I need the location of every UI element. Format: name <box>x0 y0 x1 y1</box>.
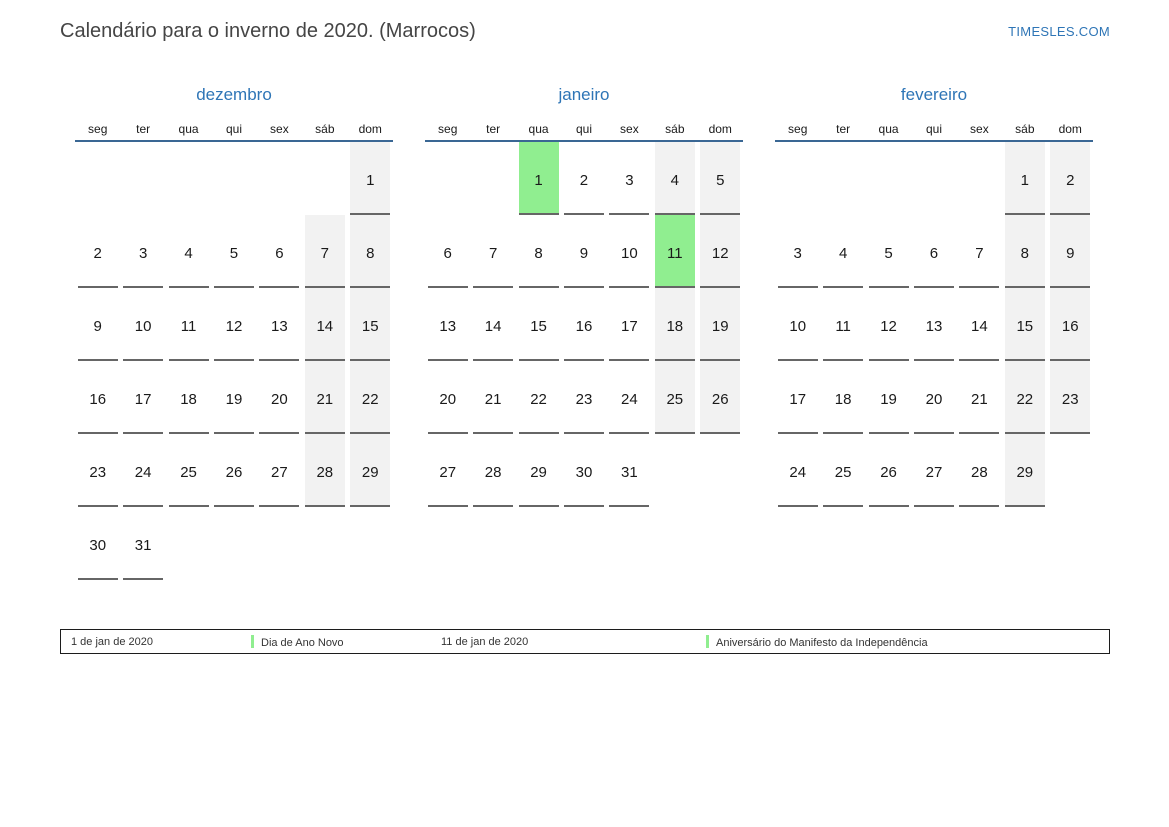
day-cell <box>911 434 956 507</box>
day-number: 7 <box>959 215 999 288</box>
day-number: 6 <box>428 215 468 288</box>
day-number <box>473 142 513 215</box>
day-number: 18 <box>655 288 695 361</box>
day-cell <box>470 288 515 361</box>
day-number: 9 <box>1050 215 1090 288</box>
week-row <box>75 215 393 288</box>
day-number: 16 <box>564 288 604 361</box>
day-cell <box>120 215 165 288</box>
day-number <box>655 434 695 507</box>
day-cell <box>516 288 561 361</box>
day-name-header: dom <box>1058 122 1082 136</box>
day-number: 14 <box>305 288 345 361</box>
day-number: 7 <box>473 215 513 288</box>
day-number <box>778 142 818 215</box>
day-cell <box>166 288 211 361</box>
day-name-header: seg <box>88 122 108 136</box>
day-number: 26 <box>700 361 740 434</box>
day-name-header: qua <box>878 122 899 136</box>
month-dezembro <box>75 83 393 580</box>
day-cell <box>348 288 393 361</box>
week-row <box>775 434 1093 507</box>
day-number: 4 <box>655 142 695 215</box>
day-cell <box>348 142 393 215</box>
week-row <box>425 361 743 434</box>
week-row <box>775 142 1093 215</box>
holiday-marker-icon <box>251 635 254 648</box>
week-row <box>75 507 393 580</box>
day-cell <box>75 434 120 507</box>
day-cell <box>561 215 606 288</box>
day-cell <box>775 215 820 288</box>
day-number: 16 <box>1050 288 1090 361</box>
empty-cell <box>75 142 120 215</box>
day-number: 13 <box>259 288 299 361</box>
day-number: 25 <box>823 434 863 507</box>
day-cell <box>516 361 561 434</box>
day-cell <box>957 215 1002 288</box>
day-cell <box>425 288 470 361</box>
day-cell <box>866 288 911 361</box>
day-name-header: sex <box>970 122 989 136</box>
day-name-header: qui <box>575 122 592 136</box>
day-number <box>169 507 209 580</box>
day-number <box>123 142 163 215</box>
day-number: 16 <box>78 361 118 434</box>
legend-item <box>251 635 344 649</box>
day-number <box>78 142 118 215</box>
day-name-header: seg <box>788 122 808 136</box>
day-number: 10 <box>778 288 818 361</box>
day-cell <box>470 434 515 507</box>
week-row <box>775 361 1093 434</box>
empty-cell <box>211 142 256 215</box>
day-cell <box>607 142 652 215</box>
day-number: 19 <box>214 361 254 434</box>
week-row <box>75 434 393 507</box>
week-row <box>425 434 743 507</box>
day-number: 29 <box>350 434 390 507</box>
month-janeiro <box>425 83 743 507</box>
day-cell <box>1002 434 1047 507</box>
day-cell <box>561 361 606 434</box>
day-number: 19 <box>700 288 740 361</box>
day-number: 2 <box>1050 142 1090 215</box>
day-cell <box>1048 215 1093 288</box>
day-cell <box>652 288 697 361</box>
legend-date: 11 de jan de 2020 <box>441 635 529 648</box>
legend-item <box>706 635 928 649</box>
day-number: 28 <box>473 434 513 507</box>
day-number: 5 <box>214 215 254 288</box>
day-cell <box>1002 361 1047 434</box>
day-number: 8 <box>1005 215 1045 288</box>
day-cell <box>698 288 743 361</box>
day-number: 28 <box>305 434 345 507</box>
day-number: 13 <box>428 288 468 361</box>
day-cell <box>911 361 956 434</box>
week-row <box>775 288 1093 361</box>
day-cell <box>166 361 211 434</box>
day-cell <box>1048 288 1093 361</box>
day-cell <box>348 215 393 288</box>
day-number: 24 <box>778 434 818 507</box>
empty-cell <box>211 507 256 580</box>
day-cell <box>698 361 743 434</box>
day-number <box>259 142 299 215</box>
day-name-header: qua <box>178 122 199 136</box>
day-name-header: dom <box>708 122 732 136</box>
day-cell <box>257 215 302 288</box>
day-cell <box>257 434 302 507</box>
day-cell <box>120 507 165 580</box>
empty-cell <box>166 507 211 580</box>
day-number: 31 <box>123 507 163 580</box>
day-number: 3 <box>123 215 163 288</box>
day-number: 1 <box>1005 142 1045 215</box>
day-cell <box>866 434 911 507</box>
day-number: 26 <box>869 434 909 507</box>
day-number: 1 <box>519 142 559 215</box>
day-name-header: sáb <box>315 122 335 136</box>
day-cell <box>698 142 743 215</box>
day-number: 22 <box>519 361 559 434</box>
day-name-header: qui <box>925 122 942 136</box>
day-cell <box>166 215 211 288</box>
day-cell <box>348 361 393 434</box>
day-number <box>214 507 254 580</box>
day-cell <box>957 434 1002 507</box>
day-names-row <box>425 107 743 142</box>
day-cell <box>607 215 652 288</box>
day-number: 25 <box>655 361 695 434</box>
month-title: dezembro <box>196 85 272 104</box>
day-name-header: dom <box>358 122 382 136</box>
day-cell <box>1002 215 1047 288</box>
day-cell <box>775 361 820 434</box>
day-cell <box>775 434 820 507</box>
day-cell <box>820 288 865 361</box>
empty-cell <box>820 142 865 215</box>
day-number: 17 <box>123 361 163 434</box>
day-number: 30 <box>78 507 118 580</box>
day-number: 3 <box>609 142 649 215</box>
day-number: 17 <box>609 288 649 361</box>
day-cell <box>120 288 165 361</box>
day-number: 1 <box>350 142 390 215</box>
day-number: 26 <box>214 434 254 507</box>
day-name-header: sex <box>620 122 639 136</box>
day-name-header: sex <box>270 122 289 136</box>
day-cell <box>302 215 347 288</box>
day-number <box>823 142 863 215</box>
day-number: 11 <box>823 288 863 361</box>
day-cell <box>470 361 515 434</box>
day-name-header: sáb <box>1015 122 1035 136</box>
day-number: 20 <box>914 361 954 434</box>
day-number: 24 <box>609 361 649 434</box>
empty-cell <box>302 507 347 580</box>
day-number: 9 <box>564 215 604 288</box>
day-cell <box>652 361 697 434</box>
empty-cell <box>425 142 470 215</box>
day-number: 22 <box>1005 361 1045 434</box>
day-number: 30 <box>564 434 604 507</box>
holiday-cell <box>516 142 561 215</box>
empty-cell <box>911 142 956 215</box>
day-cell <box>561 434 606 507</box>
day-number: 8 <box>350 215 390 288</box>
day-number <box>959 142 999 215</box>
day-number: 21 <box>305 361 345 434</box>
day-name-header: ter <box>486 122 501 136</box>
day-number: 28 <box>959 434 999 507</box>
day-cell <box>698 215 743 288</box>
day-number: 23 <box>78 434 118 507</box>
legend-date: 1 de jan de 2020 <box>71 635 153 648</box>
day-number: 18 <box>169 361 209 434</box>
day-number: 2 <box>78 215 118 288</box>
day-cell <box>120 434 165 507</box>
legend-label: Dia de Ano Novo <box>261 636 344 649</box>
day-number: 23 <box>1050 361 1090 434</box>
month-title: fevereiro <box>900 85 968 104</box>
day-number <box>914 142 954 215</box>
day-cell <box>866 215 911 288</box>
day-number: 10 <box>123 288 163 361</box>
week-row <box>75 361 393 434</box>
day-cell <box>302 288 347 361</box>
day-cell <box>911 215 956 288</box>
day-cell <box>820 361 865 434</box>
day-cell <box>75 361 120 434</box>
empty-cell <box>775 142 820 215</box>
day-cell <box>957 288 1002 361</box>
day-number: 20 <box>259 361 299 434</box>
day-cell <box>120 361 165 434</box>
day-number: 18 <box>823 361 863 434</box>
empty-cell <box>957 142 1002 215</box>
day-number: 12 <box>700 215 740 288</box>
empty-cell <box>348 507 393 580</box>
day-number: 17 <box>778 361 818 434</box>
day-cell <box>211 288 256 361</box>
day-cell <box>425 434 470 507</box>
day-names-row <box>775 107 1093 142</box>
day-cell <box>561 288 606 361</box>
day-number: 23 <box>564 361 604 434</box>
day-cell <box>75 215 120 288</box>
day-number: 20 <box>428 361 468 434</box>
day-number: 14 <box>959 288 999 361</box>
month-fevereiro <box>775 83 1093 507</box>
day-cell <box>1048 142 1093 215</box>
day-cell <box>302 361 347 434</box>
day-number: 15 <box>519 288 559 361</box>
day-number: 14 <box>473 288 513 361</box>
day-cell <box>75 507 120 580</box>
empty-cell <box>698 434 743 507</box>
site-link[interactable]: TIMESLES.COM <box>1008 24 1110 39</box>
day-cell <box>911 288 956 361</box>
day-number: 5 <box>700 142 740 215</box>
week-row <box>75 288 393 361</box>
day-number: 8 <box>519 215 559 288</box>
day-number <box>214 142 254 215</box>
day-number: 6 <box>914 215 954 288</box>
holiday-cell <box>652 215 697 288</box>
day-number: 15 <box>1005 288 1045 361</box>
day-number: 29 <box>519 434 559 507</box>
day-cell <box>820 215 865 288</box>
day-number <box>259 507 299 580</box>
day-cell <box>425 215 470 288</box>
week-row <box>425 142 743 215</box>
day-number: 12 <box>869 288 909 361</box>
day-cell <box>75 288 120 361</box>
day-names-row <box>75 107 393 142</box>
day-cell <box>166 434 211 507</box>
day-cell <box>516 215 561 288</box>
week-row <box>75 142 393 215</box>
day-number <box>169 142 209 215</box>
empty-cell <box>257 507 302 580</box>
day-cell <box>866 361 911 434</box>
month-title: janeiro <box>558 85 610 104</box>
day-cell <box>820 434 865 507</box>
day-number: 22 <box>350 361 390 434</box>
day-number: 4 <box>169 215 209 288</box>
day-number: 6 <box>259 215 299 288</box>
empty-cell <box>166 142 211 215</box>
day-cell <box>257 361 302 434</box>
day-cell <box>1002 288 1047 361</box>
day-number <box>1050 434 1090 507</box>
day-name-header: ter <box>136 122 151 136</box>
day-number: 4 <box>823 215 863 288</box>
day-cell <box>257 288 302 361</box>
day-number: 15 <box>350 288 390 361</box>
day-number <box>428 142 468 215</box>
day-number: 9 <box>78 288 118 361</box>
day-cell <box>516 434 561 507</box>
day-number: 21 <box>959 361 999 434</box>
day-number <box>305 142 345 215</box>
day-number: 21 <box>473 361 513 434</box>
day-number: 3 <box>778 215 818 288</box>
day-number: 29 <box>1005 434 1045 507</box>
day-number <box>700 434 740 507</box>
day-number: 27 <box>914 434 954 507</box>
day-number: 13 <box>914 288 954 361</box>
day-cell <box>211 361 256 434</box>
day-cell <box>211 215 256 288</box>
day-cell <box>607 361 652 434</box>
empty-cell <box>1048 434 1093 507</box>
week-row <box>425 215 743 288</box>
day-cell <box>652 142 697 215</box>
day-cell <box>775 288 820 361</box>
day-name-header: seg <box>438 122 458 136</box>
day-cell <box>1002 142 1047 215</box>
empty-cell <box>120 142 165 215</box>
day-name-header: qua <box>528 122 549 136</box>
legend-box <box>60 629 1110 654</box>
day-number <box>869 142 909 215</box>
day-number: 27 <box>428 434 468 507</box>
holiday-marker-icon <box>706 635 709 648</box>
legend-label: Aniversário do Manifesto da Independência <box>716 636 928 649</box>
day-number: 11 <box>655 215 695 288</box>
day-number <box>305 507 345 580</box>
day-number: 12 <box>214 288 254 361</box>
empty-cell <box>866 142 911 215</box>
empty-cell <box>652 434 697 507</box>
day-name-header: sáb <box>665 122 685 136</box>
day-number <box>350 507 390 580</box>
day-cell <box>470 215 515 288</box>
day-number: 2 <box>564 142 604 215</box>
day-number: 24 <box>123 434 163 507</box>
day-cell <box>425 361 470 434</box>
empty-cell <box>302 142 347 215</box>
day-cell <box>607 434 652 507</box>
day-number: 11 <box>169 288 209 361</box>
day-cell <box>607 288 652 361</box>
day-number: 19 <box>869 361 909 434</box>
page-title: Calendário para o inverno de 2020. (Marrocos) <box>60 20 476 42</box>
day-number: 25 <box>169 434 209 507</box>
empty-cell <box>257 142 302 215</box>
week-row <box>775 215 1093 288</box>
day-name-header: qui <box>225 122 242 136</box>
day-cell <box>957 361 1002 434</box>
day-cell <box>302 434 347 507</box>
day-cell <box>211 434 256 507</box>
day-cell <box>561 142 606 215</box>
day-name-header: ter <box>836 122 851 136</box>
day-number: 10 <box>609 215 649 288</box>
day-number: 31 <box>609 434 649 507</box>
week-row <box>425 288 743 361</box>
day-number: 27 <box>259 434 299 507</box>
day-number: 5 <box>869 215 909 288</box>
day-cell <box>1048 361 1093 434</box>
empty-cell <box>470 142 515 215</box>
day-number: 7 <box>305 215 345 288</box>
day-cell <box>348 434 393 507</box>
